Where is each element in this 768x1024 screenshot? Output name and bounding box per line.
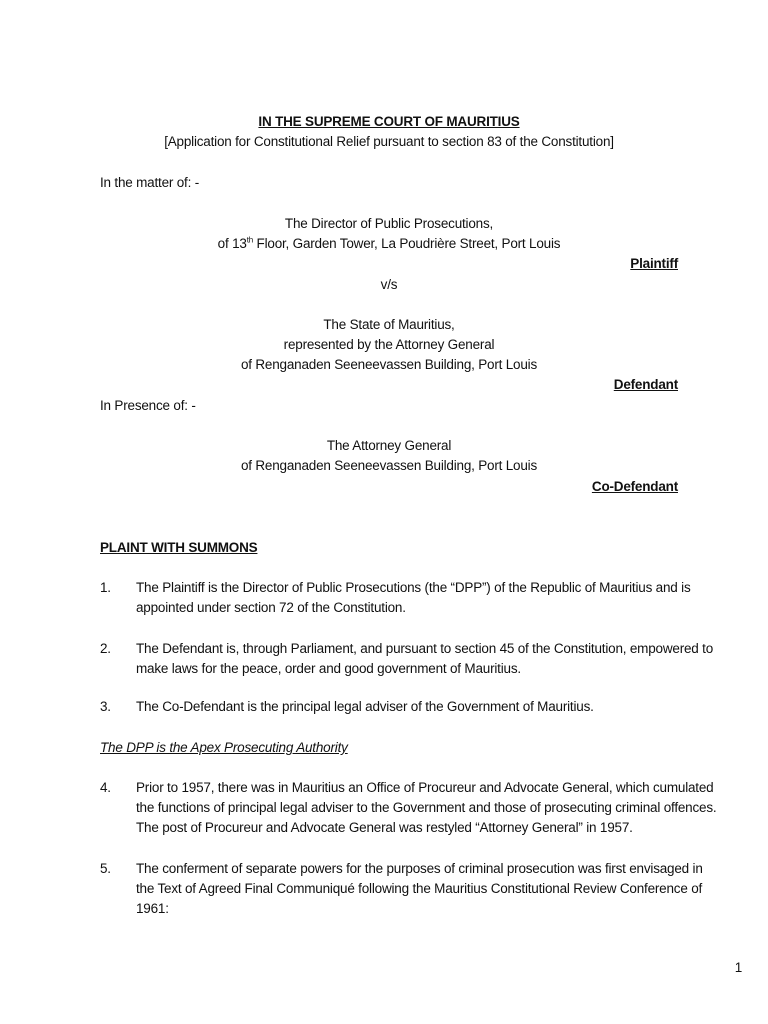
paragraph-number: 2. <box>100 641 111 656</box>
paragraph-line: 1961: <box>136 901 169 916</box>
paragraph-1 <box>136 578 691 618</box>
defendant-role-label: Defendant <box>613 377 678 392</box>
plaintiff-role <box>100 254 678 274</box>
paragraph-number: 5. <box>100 861 111 876</box>
codefendant-role <box>100 477 678 497</box>
paragraph-line: The Co-Defendant is the principal legal adviser of the Government of Mauritius. <box>136 699 594 714</box>
paragraph-line: the Text of Agreed Final Communiqué following the Mauritius Constitutional Review Conference of <box>136 881 703 896</box>
paragraph-line: The post of Procureur and Advocate General was restyled “Attorney General” in 1957. <box>136 820 633 835</box>
paragraph-line: make laws for the peace, order and good government of Mauritius. <box>136 661 521 676</box>
paragraph-2 <box>136 639 714 679</box>
paragraph-line: the functions of principal legal adviser to the Government and those of prosecuting criminal offences. <box>136 800 717 815</box>
paragraph-number: 4. <box>100 780 111 795</box>
plaintiff-address-pre: of 13 <box>217 236 247 251</box>
section-subheading: The DPP is the Apex Prosecuting Authority <box>100 740 348 755</box>
defendant-name: The State of Mauritius, <box>323 317 455 332</box>
page-number: 1 <box>734 960 742 975</box>
defendant-role <box>100 375 678 395</box>
codefendant-name: The Attorney General <box>326 438 452 453</box>
paragraph-line: The conferment of separate powers for the purposes of criminal prosecution was first envisaged in <box>136 861 703 876</box>
codefendant-role-label: Co-Defendant <box>591 479 678 494</box>
defendant-representation: represented by the Attorney General <box>283 337 495 352</box>
paragraph-line: Prior to 1957, there was in Mauritius an Office of Procureur and Advocate General, which cumulated <box>136 780 714 795</box>
plaintiff-name: The Director of Public Prosecutions, <box>284 216 494 231</box>
paragraph-number: 3. <box>100 699 111 714</box>
court-heading: IN THE SUPREME COURT OF MAURITIUS <box>258 114 520 129</box>
codefendant-address: of Renganaden Seeneevassen Building, Port Louis <box>240 458 538 473</box>
paragraph-5 <box>136 859 703 919</box>
paragraph-line: appointed under section 72 of the Constitution. <box>136 600 406 615</box>
versus: v/s <box>380 277 398 292</box>
paragraph-number: 1. <box>100 580 111 595</box>
presence-intro: In Presence of: - <box>100 398 196 413</box>
paragraph-3 <box>136 697 678 717</box>
plaintiff-role-label: Plaintiff <box>630 256 678 271</box>
plaintiff-address <box>100 234 678 254</box>
application-subheading: [Application for Constitutional Relief pursuant to section 83 of the Constitution] <box>164 134 614 149</box>
paragraph-line: The Plaintiff is the Director of Public Prosecutions (the “DPP”) of the Republic of Mauritius and is <box>136 580 691 595</box>
paragraph-4 <box>136 778 717 838</box>
matter-intro: In the matter of: - <box>100 175 199 190</box>
plaintiff-address-post: Floor, Garden Tower, La Poudrière Street, Port Louis <box>252 236 561 251</box>
plaintiff-address-sup: th <box>246 235 253 245</box>
plaint-title: PLAINT WITH SUMMONS <box>100 540 258 555</box>
paragraph-line: The Defendant is, through Parliament, and pursuant to section 45 of the Constitution, empowered to <box>136 641 714 656</box>
defendant-address: of Renganaden Seeneevassen Building, Port Louis <box>240 357 538 372</box>
